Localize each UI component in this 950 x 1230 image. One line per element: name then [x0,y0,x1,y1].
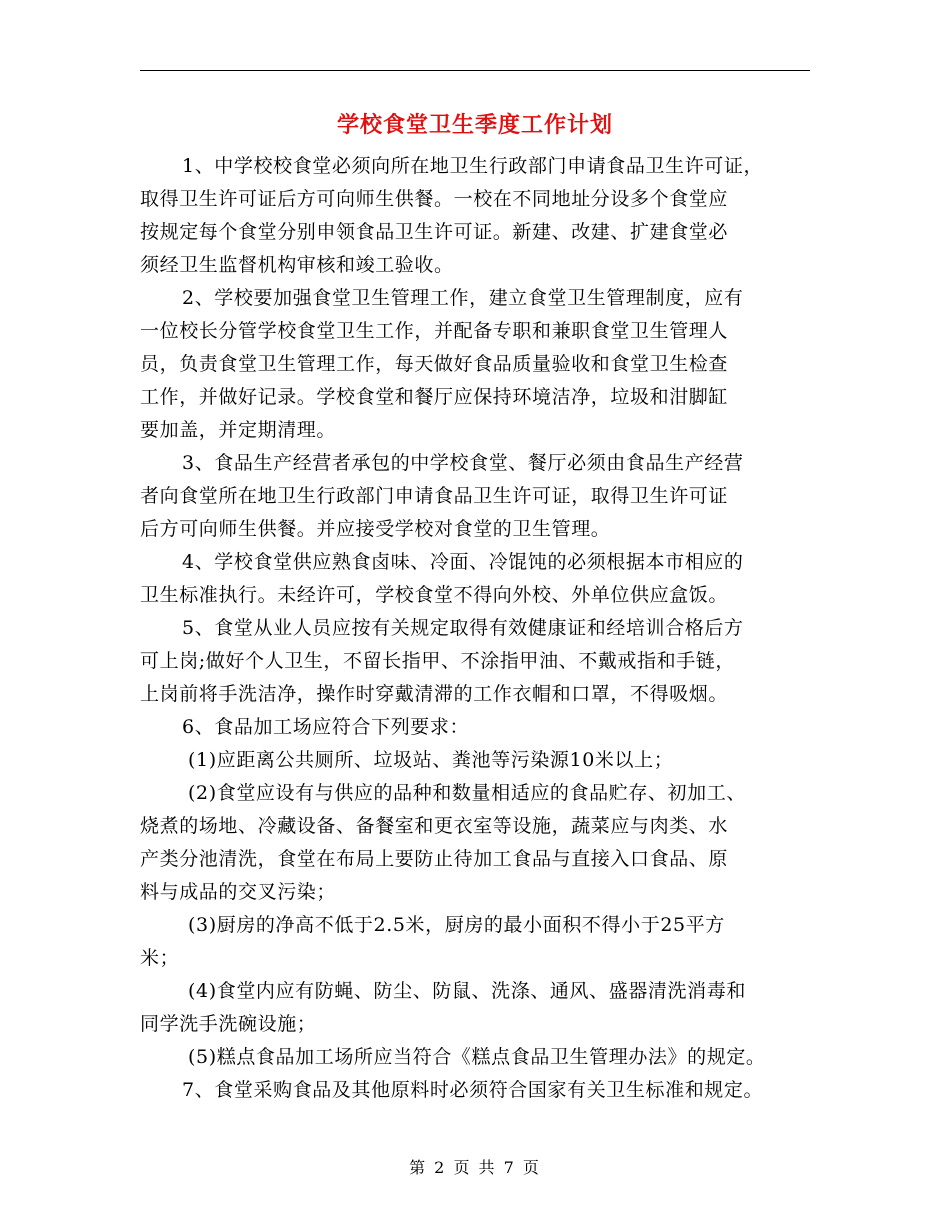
paragraph-line: (2)食堂应设有与供应的品种和数量相适应的食品贮存、初加工、 [188,782,746,804]
paragraph-line: (3)厨房的净高不低于2.5米，厨房的最小面积不得小于25平方 [188,914,725,936]
paragraph-line: 者向食堂所在地卫生行政部门申请食品卫生许可证，取得卫生许可证 [140,485,729,507]
paragraph-line: (5)糕点食品加工场所应当符合《糕点食品卫生管理办法》的规定。 [188,1046,766,1068]
paragraph-line: 要加盖，并定期清理。 [140,419,337,441]
paragraph-line: 后方可向师生供餐。并应接受学校对食堂的卫生管理。 [140,518,611,540]
paragraph-line: 卫生标准执行。未经许可，学校食堂不得向外校、外单位供应盒饭。 [140,584,729,606]
page-footer: 第 2 页 共 7 页 [409,1158,541,1177]
paragraph-line: 2、学校要加强食堂卫生管理工作，建立食堂卫生管理制度，应有 [182,287,744,309]
paragraph-line: 7、食堂采购食品及其他原料时必须符合国家有关卫生标准和规定。 [182,1079,764,1101]
paragraph-line: 按规定每个食堂分别申领食品卫生许可证。新建、改建、扩建食堂必 [140,221,729,243]
paragraph-line: 料与成品的交叉污染； [140,881,337,903]
paragraph-line: 须经卫生监督机构审核和竣工验收。 [140,254,454,276]
document-title: 学校食堂卫生季度工作计划 [336,112,613,138]
paragraph-line: 同学洗手洗碗设施； [140,1013,317,1035]
paragraph-line: (1)应距离公共厕所、垃圾站、粪池等污染源10米以上； [188,749,674,771]
paragraph-line: 一位校长分管学校食堂卫生工作，并配备专职和兼职食堂卫生管理人 [140,320,729,342]
paragraph-line: 3、食品生产经营者承包的中学校食堂、餐厅必须由食品生产经营 [182,452,744,474]
paragraph-line: 米； [140,947,180,969]
paragraph-line: 5、食堂从业人员应按有关规定取得有效健康证和经培训合格后方 [182,617,744,639]
paragraph-line: 工作，并做好记录。学校食堂和餐厅应保持环境洁净，垃圾和泔脚缸 [140,386,729,408]
paragraph-line: 员，负责食堂卫生管理工作，每天做好食品质量验收和食堂卫生检查 [140,353,729,375]
paragraph-line: 1、中学校校食堂必须向所在地卫生行政部门申请食品卫生许可证， [182,155,764,177]
header-rule [140,70,810,71]
paragraph-line: 4、学校食堂供应熟食卤味、冷面、冷馄饨的必须根据本市相应的 [182,551,744,573]
paragraph-line: (4)食堂内应有防蝇、防尘、防鼠、洗涤、通风、盛器清洗消毒和 [188,980,746,1002]
paragraph-line: 产类分池清洗，食堂在布局上要防止待加工食品与直接入口食品、原 [140,848,729,870]
paragraph-line: 6、食品加工场应符合下列要求： [182,716,470,738]
paragraph-line: 可上岗;做好个人卫生，不留长指甲、不涂指甲油、不戴戒指和手链， [140,650,736,672]
paragraph-line: 取得卫生许可证后方可向师生供餐。一校在不同地址分设多个食堂应 [140,188,729,210]
paragraph-line: 烧煮的场地、冷藏设备、备餐室和更衣室等设施，蔬菜应与肉类、水 [140,815,729,837]
document-body [140,150,830,1107]
paragraph-line: 上岗前将手洗洁净，操作时穿戴清滞的工作衣帽和口罩，不得吸烟。 [140,683,729,705]
